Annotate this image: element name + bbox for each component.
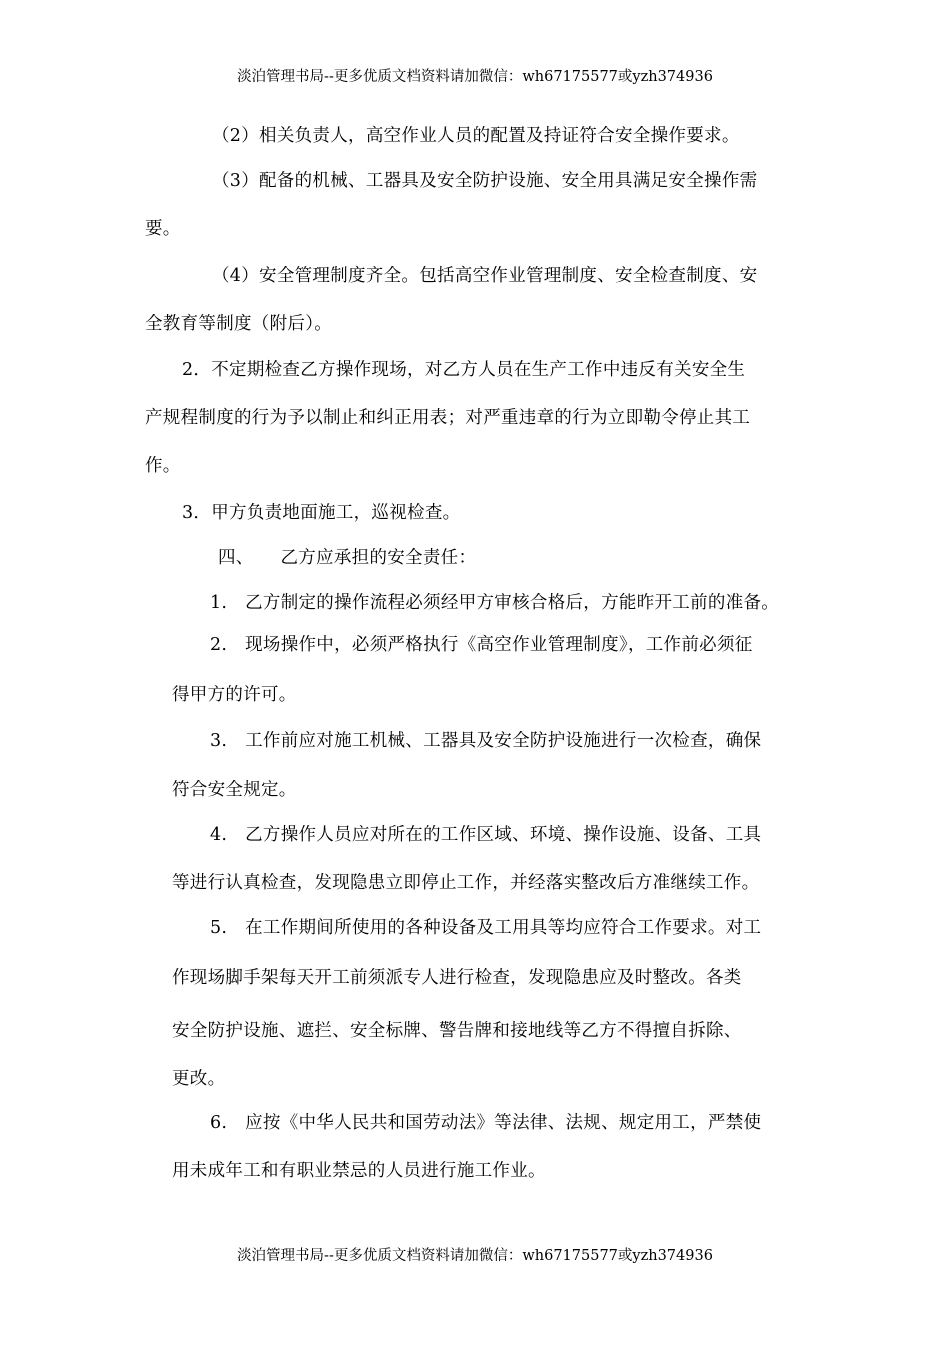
text-line: 全教育等制度（附后）。 xyxy=(145,314,333,334)
text-line: 作现场脚手架每天开工前须派专人进行检查，发现隐患应及时整改。各类 xyxy=(172,968,742,988)
text-line: 作。 xyxy=(145,456,181,476)
text-line: 6. 应按《中华人民共和国劳动法》等法律、法规、规定用工，严禁使 xyxy=(210,1113,762,1133)
text-line: 1. 乙方制定的操作流程必须经甲方审核合格后，方能昨开工前的准备。 xyxy=(210,593,780,613)
text-line: 3．甲方负责地面施工，巡视检查。 xyxy=(182,503,461,523)
text-line: 产规程制度的行为予以制止和纠正用表；对严重违章的行为立即勒令停止其工 xyxy=(145,408,751,428)
text-line: 符合安全规定。 xyxy=(172,780,297,800)
text-line: 用未成年工和有职业禁忌的人员进行施工作业。 xyxy=(172,1161,546,1181)
text-line: （4）安全管理制度齐全。包括高空作业管理制度、安全检查制度、安 xyxy=(212,266,758,286)
page-footer: 淡泊管理书局--更多优质文档资料请加微信：wh67175577或yzh374936 xyxy=(237,1248,713,1264)
page-header: 淡泊管理书局--更多优质文档资料请加微信：wh67175577或yzh374936 xyxy=(237,69,713,85)
text-line: 3. 工作前应对施工机械、工器具及安全防护设施进行一次检查，确保 xyxy=(210,731,762,751)
text-line: 2．不定期检查乙方操作现场，对乙方人员在生产工作中违反有关安全生 xyxy=(182,360,746,380)
text-line: （3）配备的机械、工器具及安全防护设施、安全用具满足安全操作需 xyxy=(212,171,758,191)
text-line: 安全防护设施、遮拦、安全标牌、警告牌和接地线等乙方不得擅自拆除、 xyxy=(172,1021,742,1041)
section-heading: 四、 乙方应承担的安全责任： xyxy=(218,548,477,568)
text-line: 得甲方的许可。 xyxy=(172,685,297,705)
text-line: 4. 乙方操作人员应对所在的工作区域、环境、操作设施、设备、工具 xyxy=(210,825,762,845)
text-line: （2）相关负责人，高空作业人员的配置及持证符合安全操作要求。 xyxy=(212,126,740,146)
text-line: 等进行认真检查，发现隐患立即停止工作，并经落实整改后方准继续工作。 xyxy=(172,873,760,893)
text-line: 更改。 xyxy=(172,1069,226,1089)
text-line: 5. 在工作期间所使用的各种设备及工用具等均应符合工作要求。对工 xyxy=(210,918,762,938)
text-line: 2. 现场操作中，必须严格执行《高空作业管理制度》，工作前必须征 xyxy=(210,635,753,655)
text-line: 要。 xyxy=(145,219,181,239)
